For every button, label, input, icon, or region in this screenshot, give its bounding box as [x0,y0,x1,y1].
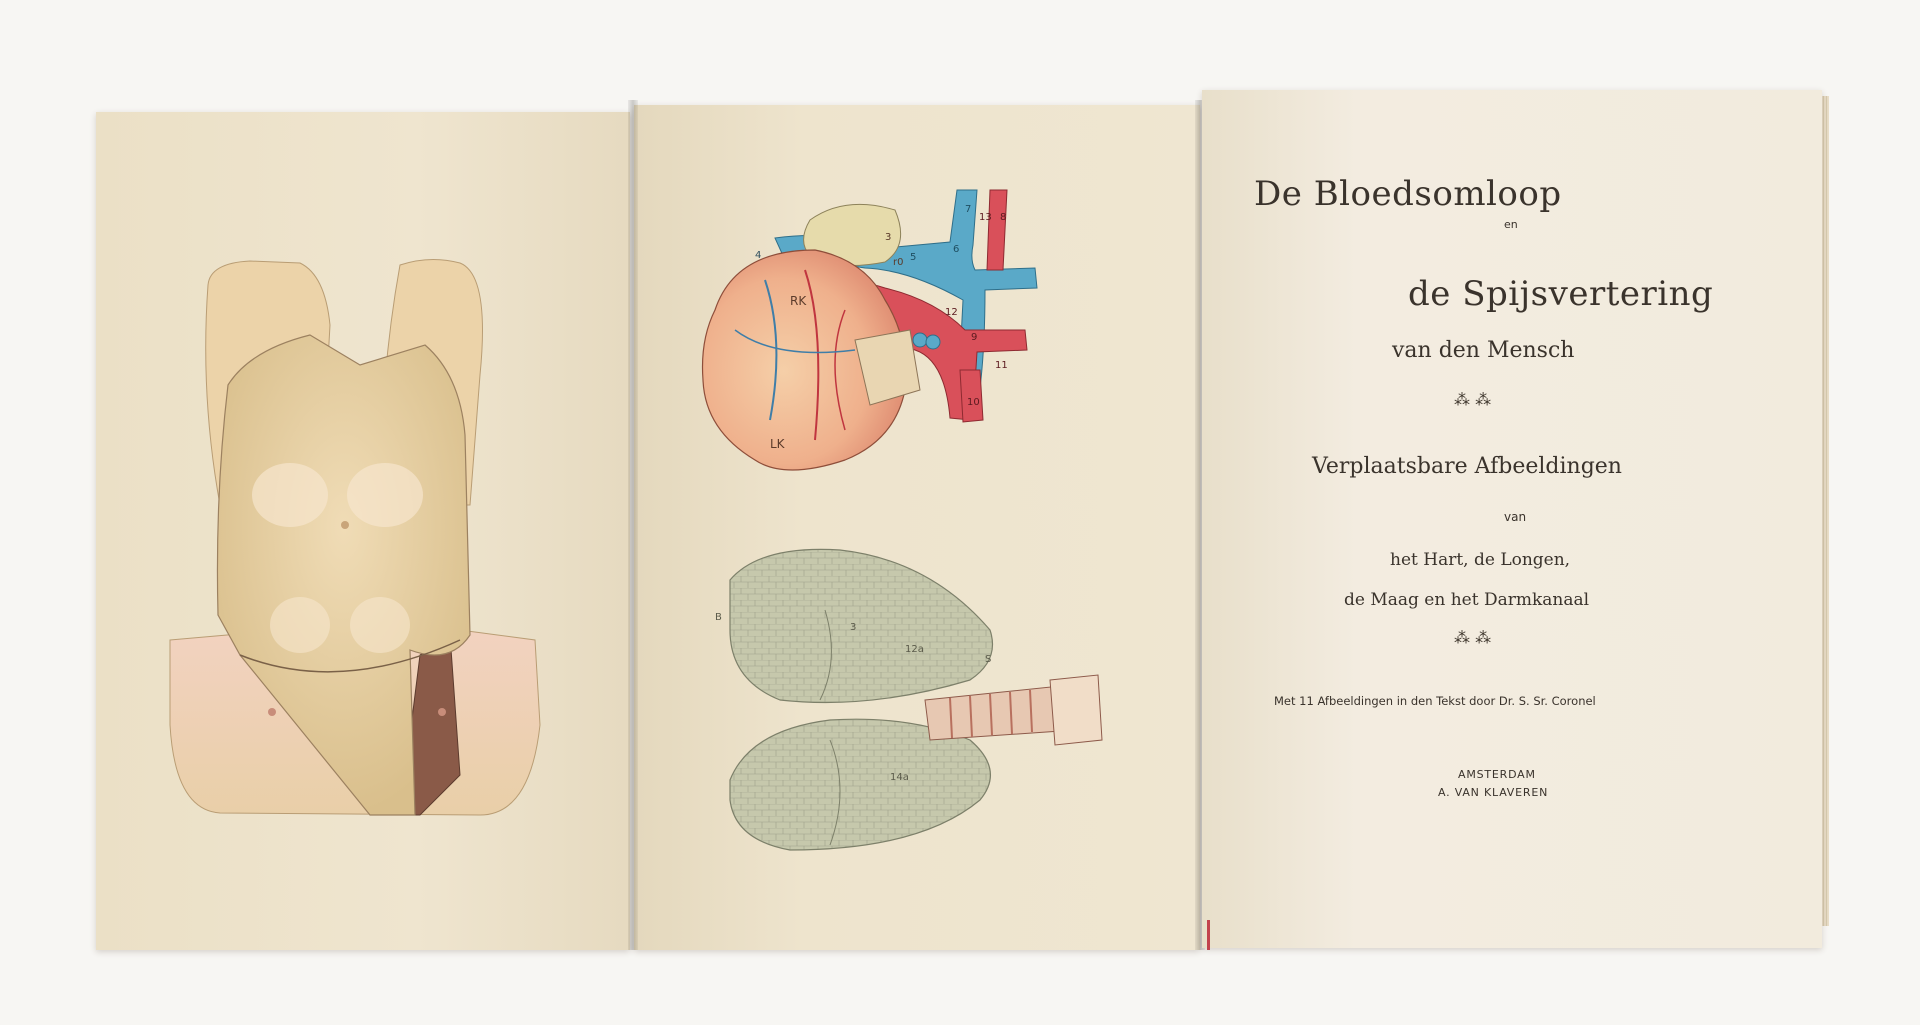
heart-label-13: 13 [979,212,992,223]
heart-label-4: 4 [755,250,762,261]
author-line: Met 11 Afbeeldingen in den Tekst door Dr. S. Sr. Coronel [1274,694,1596,708]
heart-label-3: 3 [885,232,892,243]
ornament-2: ⁂ ⁂ [1454,628,1492,647]
gutter-left [628,100,638,950]
title-block [1202,90,1822,948]
heart-label-10: 10 [967,397,980,408]
title-line-1: De Bloedsomloop [1254,174,1562,214]
torso-illustration [160,255,600,825]
heart-label-8: 8 [1000,212,1007,223]
conjunction-en: en [1504,218,1518,231]
heart-label-rk: RK [790,294,807,308]
heart-label-12: 12 [945,307,958,318]
heart-label-11: 11 [995,360,1008,371]
conjunction-van: van [1504,510,1527,524]
lungs-illustration [715,540,1140,870]
heart-label-7: 7 [965,204,972,215]
heart-label-9: 9 [971,332,978,343]
imprint-city: AMSTERDAM [1458,768,1536,781]
heart-label-6: 6 [953,244,960,255]
lung-label-3: 3 [850,622,857,633]
subtitle: Verplaatsbare Afbeeldingen [1312,454,1622,479]
heart-illustration [695,190,1115,490]
lung-label-b-top: B [715,612,722,623]
title-line-2: de Spijsvertering [1408,274,1714,314]
title-line-3: van den Mensch [1392,338,1575,363]
heart-label-5: 5 [910,252,917,263]
lung-label-12a: 12a [905,644,924,655]
lung-label-14a: 14a [890,772,909,783]
heart-label-lk: LK [770,437,785,451]
organs-line-2: de Maag en het Darmkanaal [1344,590,1590,610]
organs-line-1: het Hart, de Longen, [1390,550,1571,570]
lung-label-s: S [985,654,992,665]
title-page [1202,90,1822,948]
imprint-publisher: A. VAN KLAVEREN [1438,786,1549,799]
ornament-1: ⁂ ⁂ [1454,390,1492,409]
red-bookmark-ribbon [1207,920,1210,950]
heart-label-r0: r0 [893,257,904,268]
